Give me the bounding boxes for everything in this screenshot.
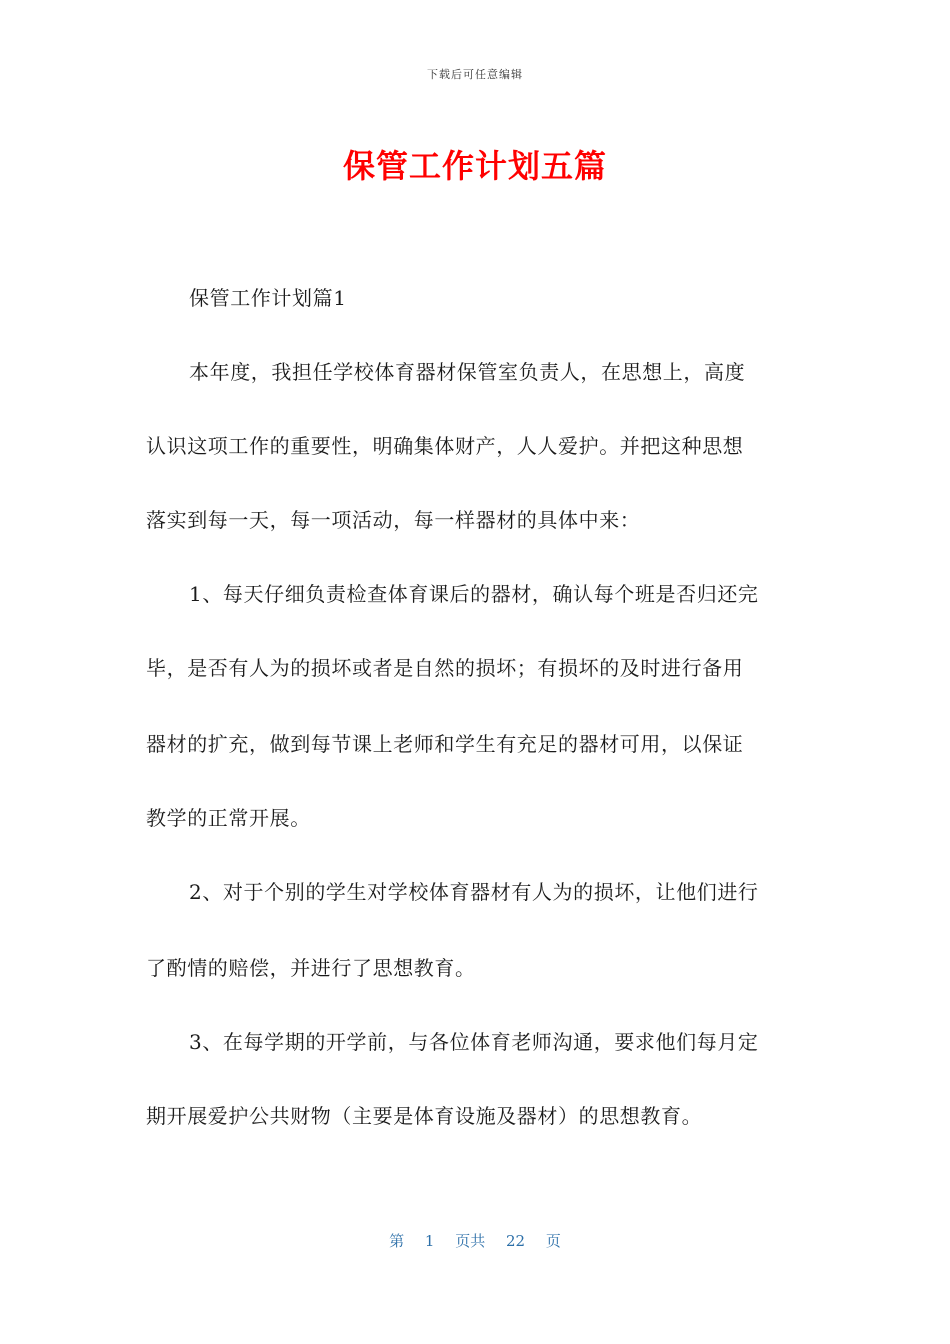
- paragraph-line: 期开展爱护公共财物（主要是体育设施及器材）的思想教育。: [146, 1104, 703, 1128]
- paragraph-line: 本年度，我担任学校体育器材保管室负责人，在思想上，高度: [189, 360, 746, 384]
- section-heading: 保管工作计划篇1: [189, 286, 347, 310]
- paragraph-line: 了酌情的赔偿，并进行了思想教育。: [146, 956, 476, 980]
- paragraph-line: 认识这项工作的重要性，明确集体财产，人人爱护。并把这种思想: [146, 434, 744, 458]
- paragraph-line: 3、在每学期的开学前，与各位体育老师沟通，要求他们每月定: [189, 1030, 759, 1054]
- page-header-note: 下载后可任意编辑: [427, 68, 523, 81]
- page-number-footer: 第 1 页共 22 页: [389, 1232, 561, 1250]
- paragraph-line: 教学的正常开展。: [146, 806, 311, 830]
- paragraph-line: 落实到每一天，每一项活动，每一样器材的具体中来：: [146, 508, 641, 532]
- paragraph-line: 1、每天仔细负责检查体育课后的器材，确认每个班是否归还完: [189, 582, 759, 606]
- paragraph-line: 毕，是否有人为的损坏或者是自然的损坏；有损坏的及时进行备用: [146, 656, 744, 680]
- document-title: 保管工作计划五篇: [342, 147, 607, 185]
- paragraph-line: 2、对于个别的学生对学校体育器材有人为的损坏，让他们进行: [189, 880, 759, 904]
- paragraph-line: 器材的扩充，做到每节课上老师和学生有充足的器材可用，以保证: [146, 732, 744, 756]
